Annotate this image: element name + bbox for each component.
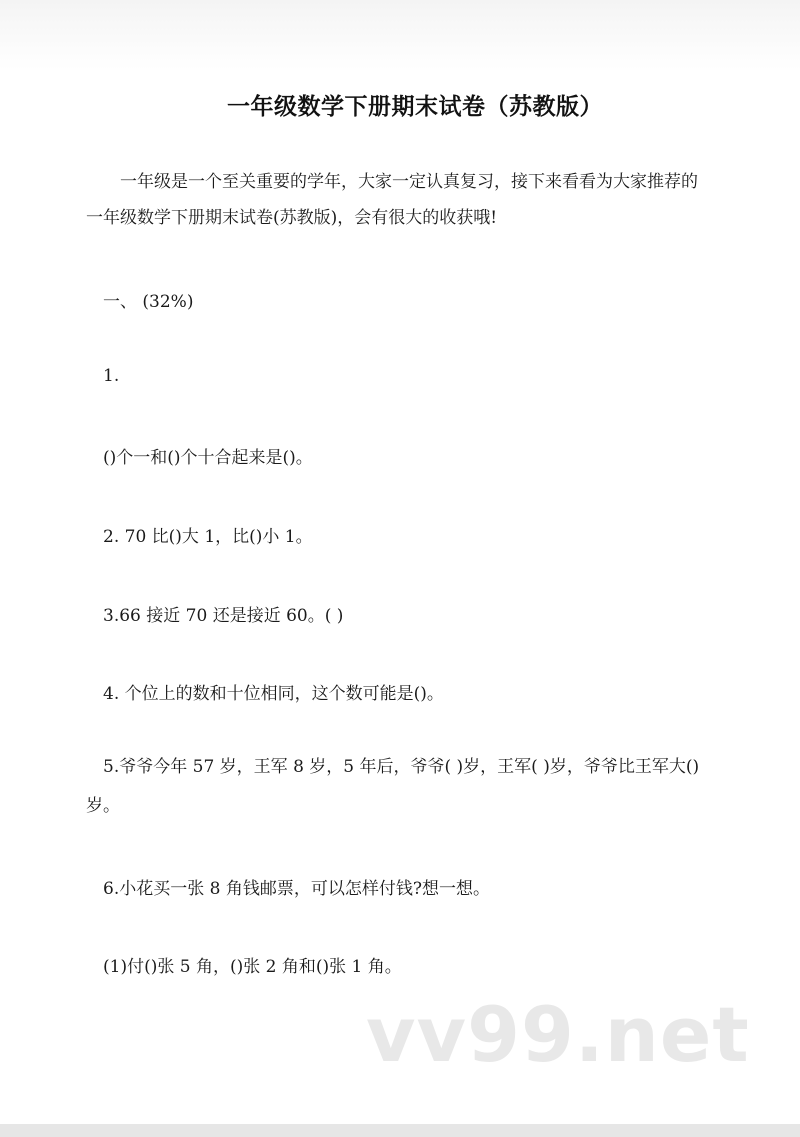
question-2: 2. 70 比()大 1，比()小 1。 <box>103 527 313 547</box>
question-5: 5.爷爷今年 57 岁，王军 8 岁，5 年后，爷爷( )岁，王军( )岁，爷爷比王军大()岁。 <box>86 757 700 816</box>
section-heading: 一、 (32%) <box>103 292 194 312</box>
question-6-part-1: (1)付()张 5 角，()张 2 角和()张 1 角。 <box>103 957 402 977</box>
question-6: 6.小花买一张 8 角钱邮票，可以怎样付钱?想一想。 <box>103 879 490 899</box>
question-4: 4. 个位上的数和十位相同，这个数可能是()。 <box>103 684 444 704</box>
page-top-shade <box>0 0 800 70</box>
page-bottom-edge <box>0 1124 800 1137</box>
intro-paragraph: 一年级是一个至关重要的学年，大家一定认真复习，接下来看看为大家推荐的一年级数学下册期末试卷(苏教版)，会有很大的收获哦! <box>86 172 698 228</box>
question-1-text: ()个一和()个十合起来是()。 <box>103 448 313 468</box>
question-3: 3.66 接近 70 还是接近 60。( ) <box>103 606 344 626</box>
watermark: vv99.net <box>366 990 750 1079</box>
document-title: 一年级数学下册期末试卷（苏教版） <box>227 94 603 120</box>
question-1-number: 1. <box>103 366 120 386</box>
